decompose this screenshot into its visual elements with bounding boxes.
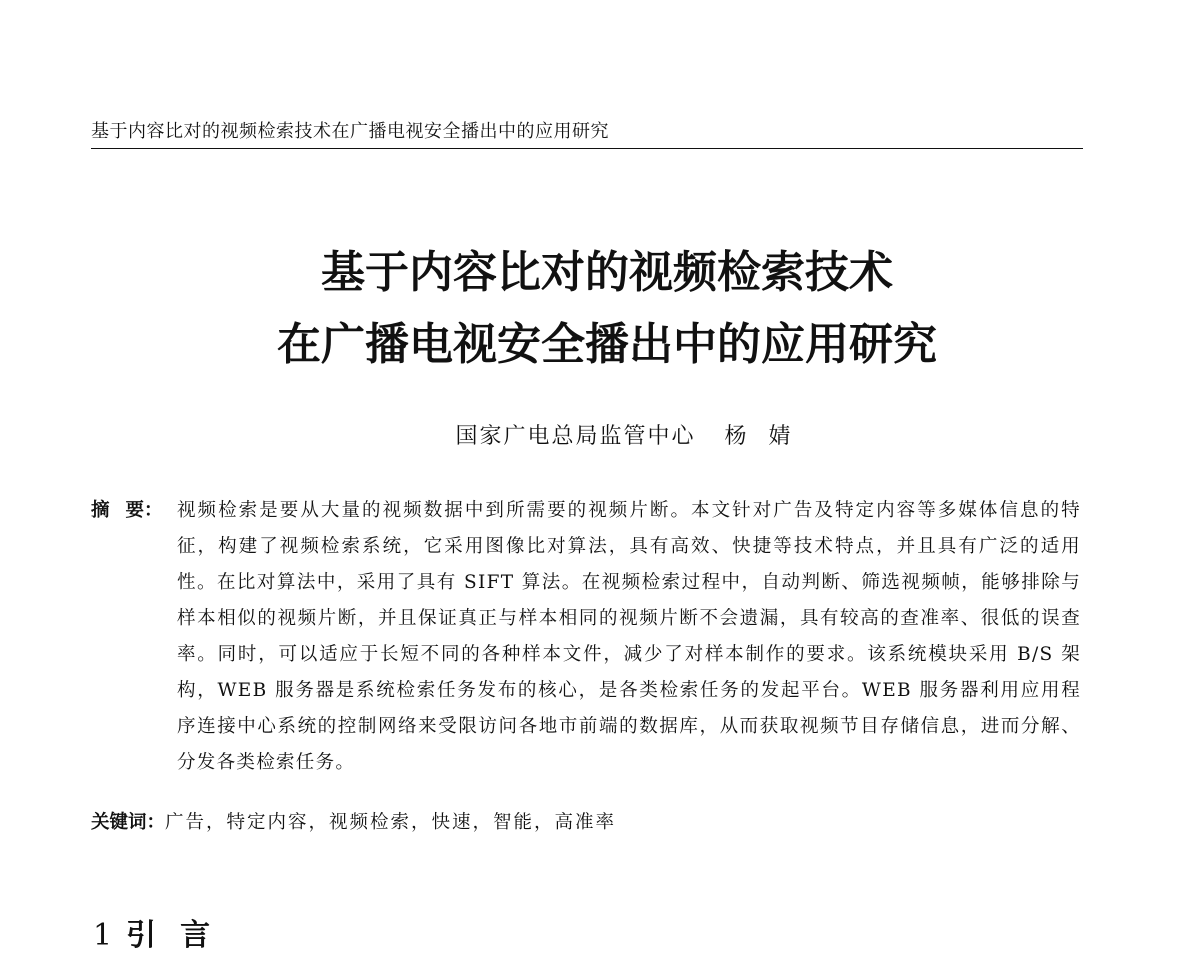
paper-title-line-1: 基于内容比对的视频检索技术 [321, 247, 893, 298]
paper-title-line-2: 在广播电视安全播出中的应用研究 [277, 319, 937, 370]
abstract [91, 493, 1081, 781]
section-title: 引言 [126, 918, 235, 953]
keywords-label: 关键词： [91, 812, 166, 833]
keywords-text: 广告，特定内容，视频检索，快速，智能，高准率 [165, 812, 617, 833]
abstract-label-char-2: 要： [125, 500, 163, 521]
running-header: 基于内容比对的视频检索技术在广播电视安全播出中的应用研究 [91, 121, 609, 142]
abstract-label [91, 493, 163, 529]
header-rule [91, 148, 1083, 149]
section-number: 1 [93, 918, 113, 953]
keywords [91, 805, 1081, 841]
author-name: 杨婧 [724, 424, 813, 449]
abstract-text: 视频检索是要从大量的视频数据中到所需要的视频片断。本文针对广告及特定内容等多媒体信息的特征，构建了视频检索系统，它采用图像比对算法，具有高效、快捷等技术特点，并且具有广泛的适用性。在比对算法中，采用了具有 SIFT 算法。在视频检索过程中，自动判断、筛选视频帧，能够排除与样本相似的视频片断，并且保证真正与样本相同的视频片断不会遗漏，具有较高的查准率、很低的误查率。同时，可以适应于长短不同的各种样本文件，减少了对样本制作的要求。该系统模块采用 B/S 架构，WEB 服务器是系统检索任务发布的核心，是各类检索任务的发起平台。WEB 服务器利用应用程序连接中心系统的控制网络来受限访问各地市前端的数据库，从而获取视频节目存储信息，进而分解、分发各类检索任务。 [177, 500, 1081, 773]
byline [0, 421, 1200, 453]
author-affiliation: 国家广电总局监管中心 [455, 424, 696, 449]
abstract-label-char-1: 摘 [91, 500, 110, 521]
section-heading [93, 914, 234, 958]
